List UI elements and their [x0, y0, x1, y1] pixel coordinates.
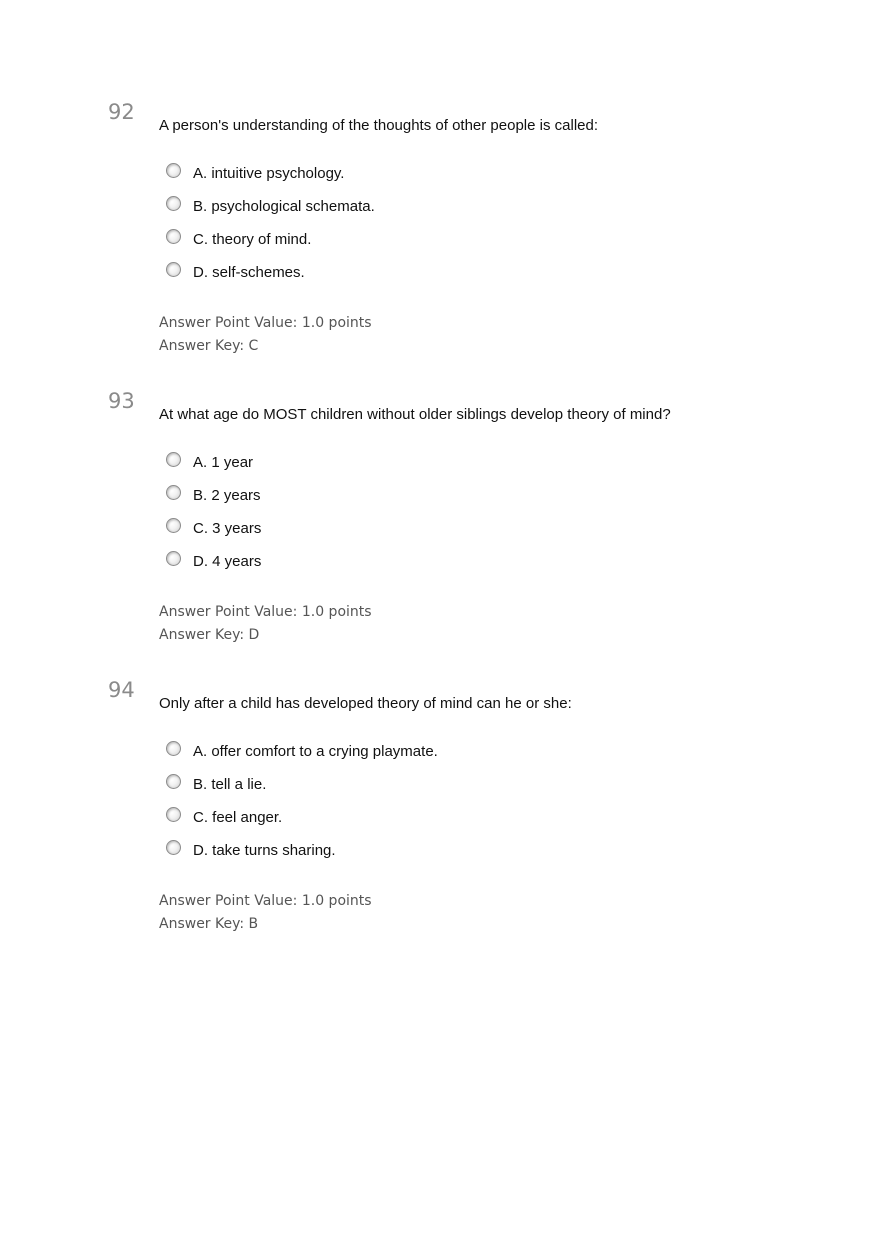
radio-button-icon[interactable]: [166, 840, 181, 855]
option-label: B. 2 years: [193, 487, 261, 504]
answer-option-d[interactable]: [166, 840, 336, 862]
answer-option-c[interactable]: [166, 518, 261, 540]
option-label: D. 4 years: [193, 553, 262, 570]
question-text: Only after a child has developed theory of mind can he or she:: [159, 695, 572, 712]
question-text: At what age do MOST children without older siblings develop theory of mind?: [159, 406, 671, 423]
question-text: A person's understanding of the thoughts of other people is called:: [159, 117, 598, 134]
answer-key: Answer Key: C: [159, 338, 259, 354]
radio-button-icon[interactable]: [166, 452, 181, 467]
answer-option-b[interactable]: [166, 774, 266, 796]
option-label: C. theory of mind.: [193, 231, 312, 248]
radio-button-icon[interactable]: [166, 741, 181, 756]
answer-option-a[interactable]: [166, 741, 438, 763]
answer-option-d[interactable]: [166, 262, 305, 284]
radio-button-icon[interactable]: [166, 485, 181, 500]
radio-button-icon[interactable]: [166, 229, 181, 244]
option-label: D. take turns sharing.: [193, 842, 336, 859]
radio-button-icon[interactable]: [166, 163, 181, 178]
option-label: A. 1 year: [193, 454, 254, 471]
radio-button-icon[interactable]: [166, 262, 181, 277]
option-label: C. 3 years: [193, 520, 262, 537]
question-number: 93: [108, 389, 135, 413]
answer-option-a[interactable]: [166, 163, 344, 185]
option-label: B. tell a lie.: [193, 776, 267, 793]
question-number: 94: [108, 678, 135, 702]
answer-option-c[interactable]: [166, 229, 311, 251]
option-label: D. self-schemes.: [193, 264, 305, 281]
radio-button-icon[interactable]: [166, 196, 181, 211]
answer-option-b[interactable]: [166, 196, 375, 218]
answer-option-d[interactable]: [166, 551, 261, 573]
answer-point-value: Answer Point Value: 1.0 points: [159, 315, 372, 331]
answer-point-value: Answer Point Value: 1.0 points: [159, 893, 372, 909]
radio-button-icon[interactable]: [166, 807, 181, 822]
question-number: 92: [108, 100, 135, 124]
option-label: C. feel anger.: [193, 809, 283, 826]
answer-point-value: Answer Point Value: 1.0 points: [159, 604, 372, 620]
option-label: A. intuitive psychology.: [193, 165, 345, 182]
answer-key: Answer Key: D: [159, 627, 260, 643]
option-label: B. psychological schemata.: [193, 198, 375, 215]
answer-key: Answer Key: B: [159, 916, 259, 932]
radio-button-icon[interactable]: [166, 518, 181, 533]
answer-option-a[interactable]: [166, 452, 253, 474]
option-label: A. offer comfort to a crying playmate.: [193, 743, 438, 760]
radio-button-icon[interactable]: [166, 774, 181, 789]
answer-option-c[interactable]: [166, 807, 282, 829]
radio-button-icon[interactable]: [166, 551, 181, 566]
answer-option-b[interactable]: [166, 485, 261, 507]
